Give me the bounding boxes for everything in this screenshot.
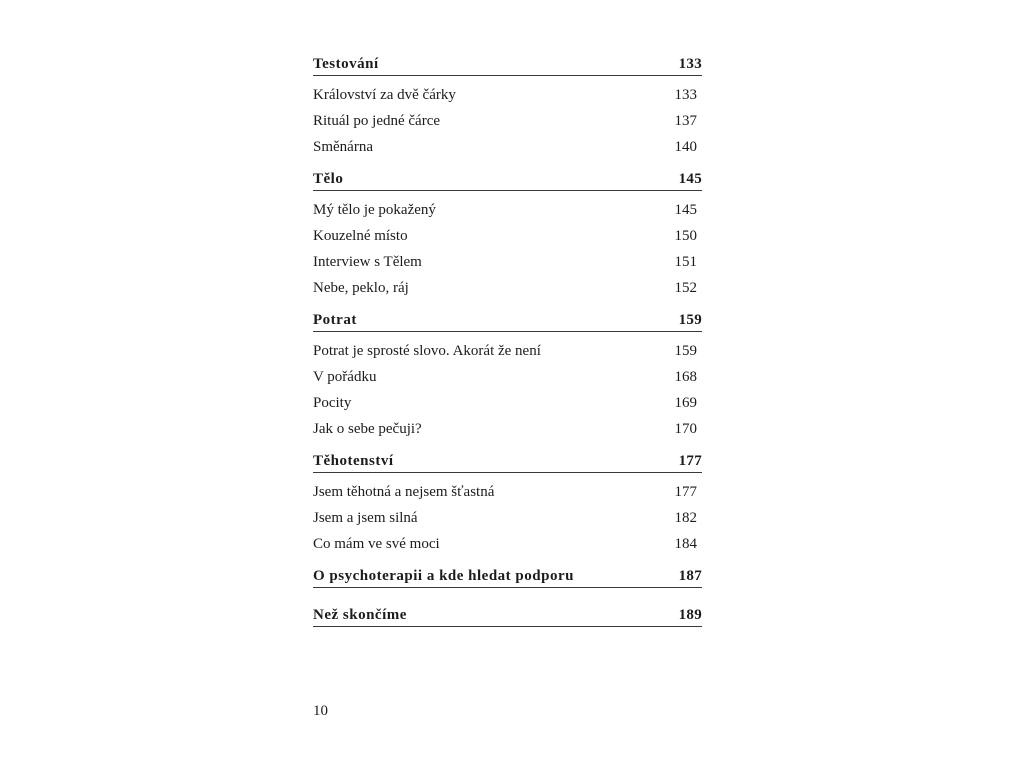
section-page-number: 145: [678, 171, 702, 187]
entry-title: Jak o sebe pečuji?: [313, 421, 422, 437]
toc-entry[interactable]: [313, 249, 702, 275]
section-title: Tělo: [313, 171, 344, 187]
entry-page-number: 159: [674, 343, 697, 359]
toc-entry[interactable]: [313, 479, 702, 505]
toc-section: [313, 450, 702, 565]
entry-title: Kouzelné místo: [313, 228, 408, 244]
toc-section: [313, 309, 702, 450]
toc-section-heading[interactable]: [313, 604, 702, 627]
section-page-number: 187: [678, 568, 702, 584]
entry-page-number: 168: [674, 369, 697, 385]
entry-title: Mý tělo je pokažený: [313, 202, 436, 218]
entry-title: Rituál po jedné čárce: [313, 113, 441, 129]
entry-page-number: 140: [674, 139, 697, 155]
section-page-number: 159: [678, 312, 702, 328]
page-number: 10: [313, 703, 328, 719]
section-title: O psychoterapii a kde hledat podporu: [313, 568, 574, 584]
entry-title: Nebe, peklo, ráj: [313, 280, 409, 296]
toc-entry[interactable]: [313, 364, 702, 390]
section-title: Potrat: [313, 312, 357, 328]
toc-entry[interactable]: [313, 505, 702, 531]
section-spacer: [313, 588, 702, 604]
entry-page-number: 170: [674, 421, 697, 437]
toc-entry[interactable]: [313, 390, 702, 416]
toc-section-heading[interactable]: [313, 168, 702, 191]
entry-title: V pořádku: [313, 369, 377, 385]
entry-page-number: 152: [674, 280, 697, 296]
toc-section-heading[interactable]: [313, 565, 702, 588]
toc-section-items: [313, 332, 702, 450]
section-title: Než skončíme: [313, 607, 407, 623]
toc-entry[interactable]: [313, 108, 702, 134]
section-page-number: 177: [678, 453, 702, 469]
toc-section: [313, 53, 702, 168]
toc-entry[interactable]: [313, 416, 702, 442]
entry-title: Království za dvě čárky: [313, 87, 456, 103]
entry-page-number: 145: [674, 202, 697, 218]
section-title: Těhotenství: [313, 453, 394, 469]
entry-page-number: 169: [674, 395, 697, 411]
entry-title: Jsem a jsem silná: [313, 510, 418, 526]
toc-entry[interactable]: [313, 223, 702, 249]
entry-page-number: 184: [674, 536, 697, 552]
toc-section-heading[interactable]: [313, 450, 702, 473]
toc-section: [313, 565, 702, 604]
toc-entry[interactable]: [313, 197, 702, 223]
toc-section: [313, 604, 702, 627]
table-of-contents: [313, 53, 702, 627]
toc-entry[interactable]: [313, 134, 702, 160]
toc-entry[interactable]: [313, 82, 702, 108]
entry-title: Jsem těhotná a nejsem šťastná: [313, 484, 495, 500]
section-page-number: 133: [678, 56, 702, 72]
toc-section-items: [313, 76, 702, 168]
entry-page-number: 177: [674, 484, 697, 500]
entry-page-number: 137: [674, 113, 697, 129]
toc-section-items: [313, 191, 702, 309]
entry-page-number: 133: [674, 87, 697, 103]
toc-section: [313, 168, 702, 309]
section-page-number: 189: [678, 607, 702, 623]
toc-section-items: [313, 473, 702, 565]
toc-section-heading[interactable]: [313, 53, 702, 76]
entry-page-number: 150: [674, 228, 697, 244]
toc-entry[interactable]: [313, 531, 702, 557]
section-title: Testování: [313, 56, 379, 72]
entry-page-number: 182: [674, 510, 697, 526]
toc-section-heading[interactable]: [313, 309, 702, 332]
entry-title: Směnárna: [313, 139, 373, 155]
entry-title: Interview s Tělem: [313, 254, 422, 270]
entry-page-number: 151: [674, 254, 697, 270]
toc-entry[interactable]: [313, 275, 702, 301]
entry-title: Pocity: [313, 395, 352, 411]
entry-title: Co mám ve své moci: [313, 536, 440, 552]
toc-entry[interactable]: [313, 338, 702, 364]
entry-title: Potrat je sprosté slovo. Akorát že není: [313, 343, 541, 359]
